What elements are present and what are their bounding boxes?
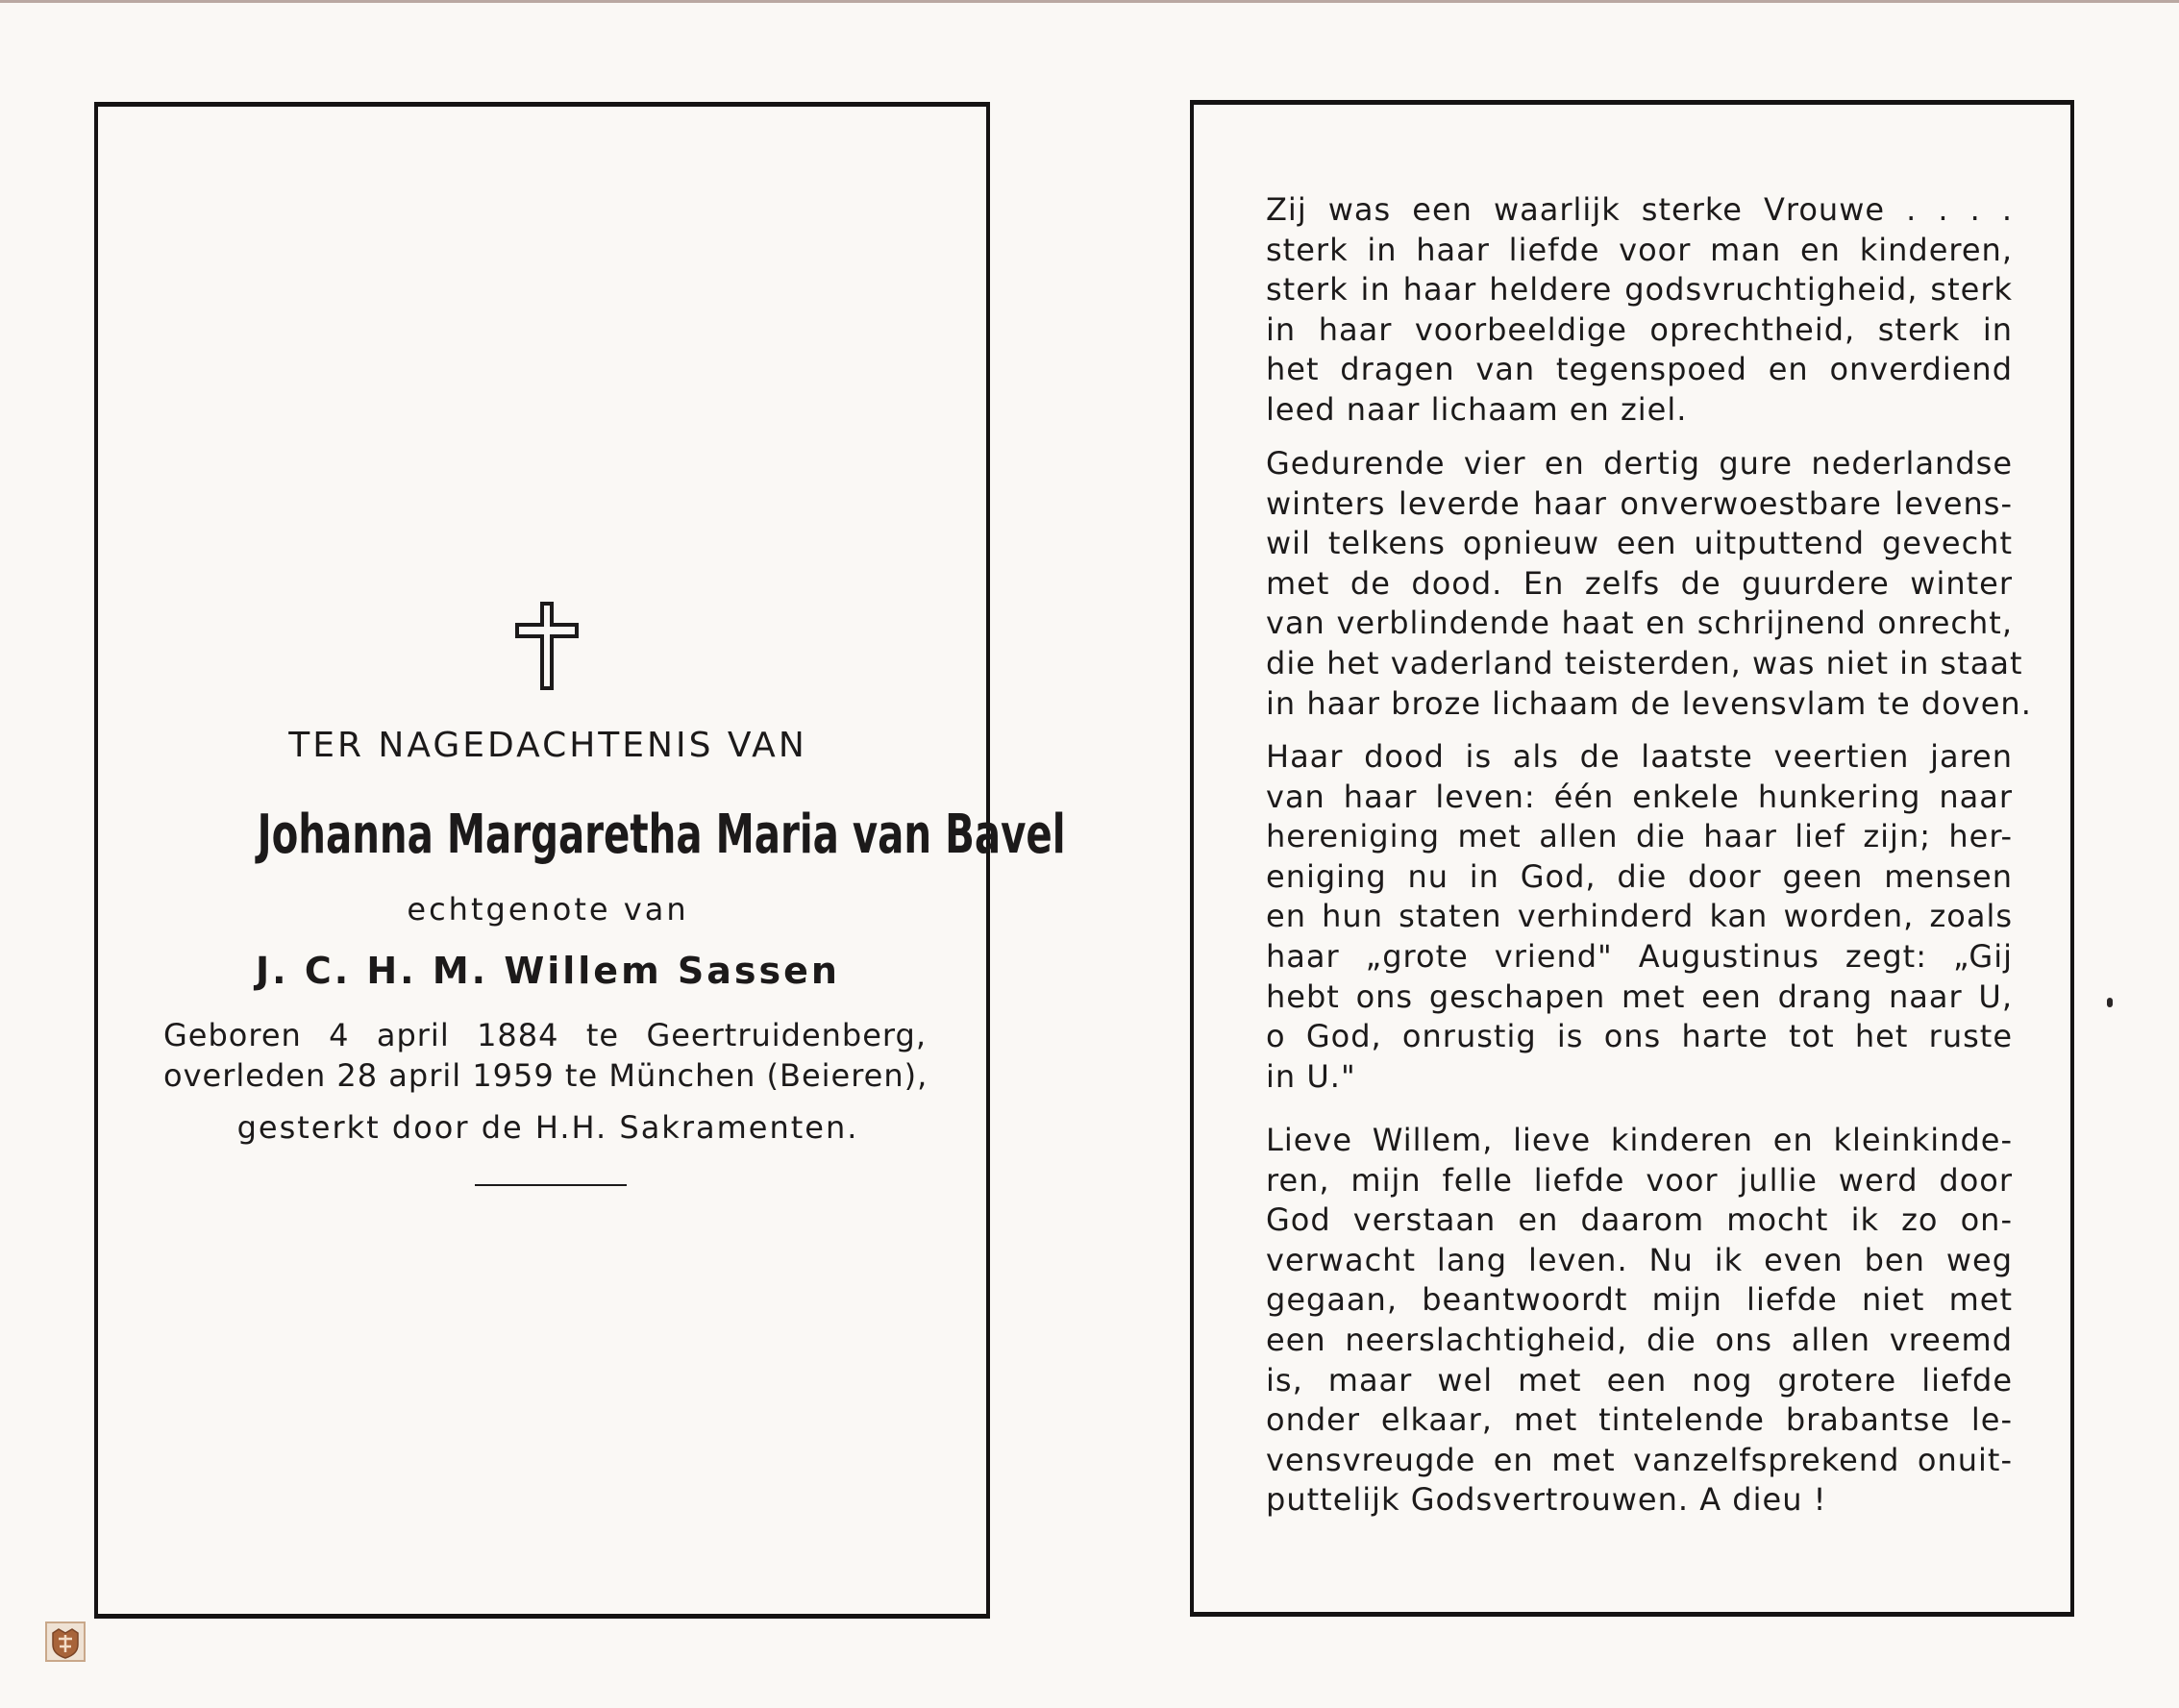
spouse-name: J. C. H. M. Willem Sassen bbox=[256, 950, 840, 992]
memorial-text-line: is, maar wel met een nog grotere liefde bbox=[1266, 1362, 2013, 1399]
spouse-intro: echtgenote van bbox=[407, 891, 689, 928]
memorial-heading: TER NAGEDACHTENIS VAN bbox=[288, 726, 807, 765]
memorial-text-line: onder elkaar, met tintelende brabantse le- bbox=[1266, 1401, 2013, 1438]
memorial-text-line: God verstaan en daarom mocht ik zo on- bbox=[1266, 1201, 2013, 1238]
memorial-text-line: het dragen van tegenspoed en onverdiend bbox=[1266, 351, 2013, 387]
memorial-text-line: met de dood. En zelfs de guurdere winter bbox=[1266, 565, 2013, 602]
divider-rule bbox=[475, 1184, 627, 1186]
memorial-text-line: in haar voorbeeldige oprechtheid, sterk in bbox=[1266, 311, 2013, 348]
memorial-text-line: sterk in haar liefde voor man en kinderen, bbox=[1266, 232, 2013, 268]
memorial-text-line: in haar broze lichaam de levensvlam te doven. bbox=[1266, 685, 2032, 722]
memorial-text-line: puttelijk Godsvertrouwen. A dieu ! bbox=[1266, 1481, 1827, 1518]
paper-top-edge bbox=[0, 0, 2179, 3]
heraldic-stamp-icon bbox=[45, 1621, 86, 1662]
ink-speck bbox=[2107, 998, 2113, 1007]
memorial-text-line: van haar leven: één enkele hunkering naar bbox=[1266, 779, 2013, 815]
memorial-text-line: ren, mijn felle liefde voor jullie werd door bbox=[1266, 1162, 2013, 1199]
memorial-text-line: Haar dood is als de laatste veertien jaren bbox=[1266, 738, 2013, 775]
memorial-text-line: vensvreugde en met vanzelfsprekend onuit- bbox=[1266, 1442, 2013, 1478]
memorial-text-line: haar „grote vriend" Augustinus zegt: „Gij bbox=[1266, 938, 2013, 975]
memorial-text-line: o God, onrustig is ons harte tot het ruste bbox=[1266, 1018, 2013, 1054]
memorial-text-line: in U." bbox=[1266, 1058, 1356, 1095]
memorial-text-line: winters leverde haar onverwoestbare levens- bbox=[1266, 485, 2013, 522]
memorial-text-line: van verblindende haat en schrijnend onrecht, bbox=[1266, 605, 2013, 641]
memorial-text-line: gegaan, beantwoordt mijn liefde niet met bbox=[1266, 1281, 2013, 1318]
latin-cross-icon bbox=[515, 602, 579, 690]
memorial-text-line: Lieve Willem, lieve kinderen en kleinkinde- bbox=[1266, 1122, 2013, 1158]
birth-line: Geboren 4 april 1884 te Geertruidenberg, bbox=[163, 1017, 927, 1053]
memorial-text-line: Zij was een waarlijk sterke Vrouwe . . . . bbox=[1266, 191, 2013, 228]
deceased-name: Johanna Margaretha Maria van Bavel bbox=[257, 804, 1066, 866]
memorial-text-line: hebt ons geschapen met een drang naar U, bbox=[1266, 978, 2013, 1015]
memorial-text-line: sterk in haar heldere godsvruchtigheid, sterk bbox=[1266, 271, 2013, 308]
memorial-text-line: die het vaderland teisterden, was niet in staat bbox=[1266, 645, 2023, 681]
memorial-text-line: hereniging met allen die haar lief zijn; her- bbox=[1266, 818, 2013, 854]
memorial-text-line: wil telkens opnieuw een uitputtend gevecht bbox=[1266, 525, 2013, 561]
memorial-text-line: een neerslachtigheid, die ons allen vreemd bbox=[1266, 1322, 2013, 1358]
sacraments-line: gesterkt door de H.H. Sakramenten. bbox=[236, 1109, 859, 1146]
memorial-text-line: Gedurende vier en dertig gure nederlandse bbox=[1266, 445, 2013, 482]
memorial-text-line: leed naar lichaam en ziel. bbox=[1266, 391, 1688, 428]
memorial-text-line: en hun staten verhinderd kan worden, zoals bbox=[1266, 898, 2013, 934]
memorial-text-line: eniging nu in God, die door geen mensen bbox=[1266, 858, 2013, 895]
death-line: overleden 28 april 1959 te München (Beieren), bbox=[163, 1057, 929, 1094]
memorial-text-line: verwacht lang leven. Nu ik even ben weg bbox=[1266, 1242, 2013, 1278]
